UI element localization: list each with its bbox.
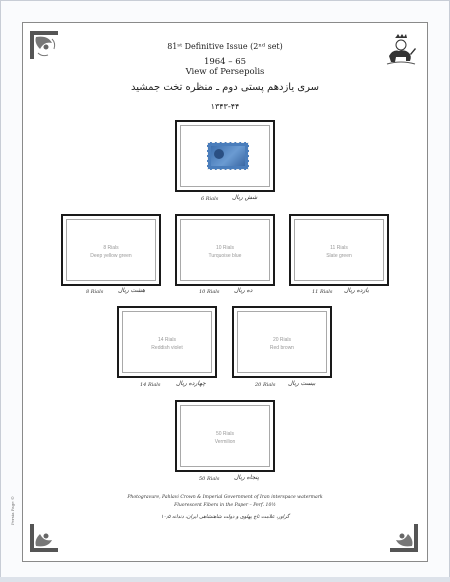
stamp-value-label: 20 Rials [255, 382, 276, 388]
stamp-box-50-rials[interactable] [175, 400, 275, 472]
stamp-box-20-rials[interactable] [232, 306, 332, 378]
corner-ornament-top-left [28, 29, 62, 63]
stamp-persian-label: شش ریال [232, 194, 258, 201]
stamp-persian-label: پنجاه ریال [234, 474, 259, 481]
persian-title: سری یازدهم پستی دوم ـ منظره تخت جمشید [130, 82, 320, 93]
issue-years: 1964 – 65 [203, 57, 247, 67]
stamp-placeholder-value: 8 Rials [103, 245, 119, 251]
stamp-box-11-rials[interactable] [289, 214, 389, 286]
footer-printing-note: Photogravure, Pahlavi Crown & Imperial Government of Iran interspace watermark [127, 495, 323, 500]
stamp-placeholder-text [177, 244, 273, 260]
stamp-placeholder-value: 11 Rials [330, 245, 348, 251]
stamp-placeholder-text [234, 336, 330, 352]
side-copyright-text: Persia Page © [10, 496, 15, 525]
stamp-placeholder-text [63, 244, 159, 260]
window-bottom-edge [0, 577, 450, 582]
stamp-value-label: 6 Rials [201, 196, 219, 202]
stamp-persian-label: چهارده ریال [176, 380, 206, 387]
stamp-persian-label: بیست ریال [288, 380, 316, 387]
stamp-box-8-rials[interactable] [61, 214, 161, 286]
persian-years: ۱۳۴۳-۴۴ [210, 102, 240, 111]
stamp-box-14-rials[interactable] [117, 306, 217, 378]
stamp-placeholder-value: 14 Rials [157, 337, 177, 343]
stamp-placeholder-text [177, 430, 273, 446]
stamp-placeholder-value: 10 Rials [215, 245, 235, 251]
stamp-placeholder-text [119, 336, 215, 352]
stamp-persian-label: یازده ریال [344, 287, 369, 294]
stamp-placeholder-color: Red brown [269, 345, 295, 351]
stamp-value-label: 8 Rials [86, 289, 104, 295]
stamp-placeholder-color: Reddish violet [151, 345, 183, 351]
footer-persian-note: گراور، علامت تاج پهلوی و دولت شاهنشاهی ایران، دندانه ۱۰٫۵ [160, 514, 290, 520]
stamp-persian-label: هشت ریال [118, 287, 146, 294]
stamp-value-label: 50 Rials [199, 476, 220, 482]
corner-ornament-bottom-left [28, 520, 62, 554]
footer-perforation-note: Fluorescent Fibers in the Paper – Perf. 10½ [174, 503, 276, 508]
stamp-box-10-rials[interactable] [175, 214, 275, 286]
stamp-placeholder-color: Vermilion [214, 439, 236, 445]
stamp-image-6-rials [207, 142, 249, 170]
lion-and-sun-emblem-icon [384, 34, 418, 66]
stamp-placeholder-color: Slate green [326, 253, 352, 259]
stamp-value-label: 14 Rials [140, 382, 161, 388]
issue-subject: View of Persepolis [185, 67, 265, 77]
stamp-value-label: 11 Rials [312, 289, 333, 295]
stamp-placeholder-value: 50 Rials [215, 431, 235, 437]
issue-title: 81ˢᵗ Definitive Issue (2ⁿᵈ set) [167, 42, 283, 51]
stamp-portrait-mark [214, 149, 224, 159]
stamp-placeholder-text [291, 244, 387, 260]
corner-ornament-bottom-right [386, 520, 420, 554]
stamp-value-label: 10 Rials [199, 289, 220, 295]
stamp-placeholder-value: 20 Rials [272, 337, 292, 343]
stamp-persian-label: ده ریال [234, 287, 253, 294]
stamp-placeholder-color: Turquoise blue [208, 253, 242, 259]
stamp-placeholder-color: Deep yellow green [90, 253, 132, 259]
